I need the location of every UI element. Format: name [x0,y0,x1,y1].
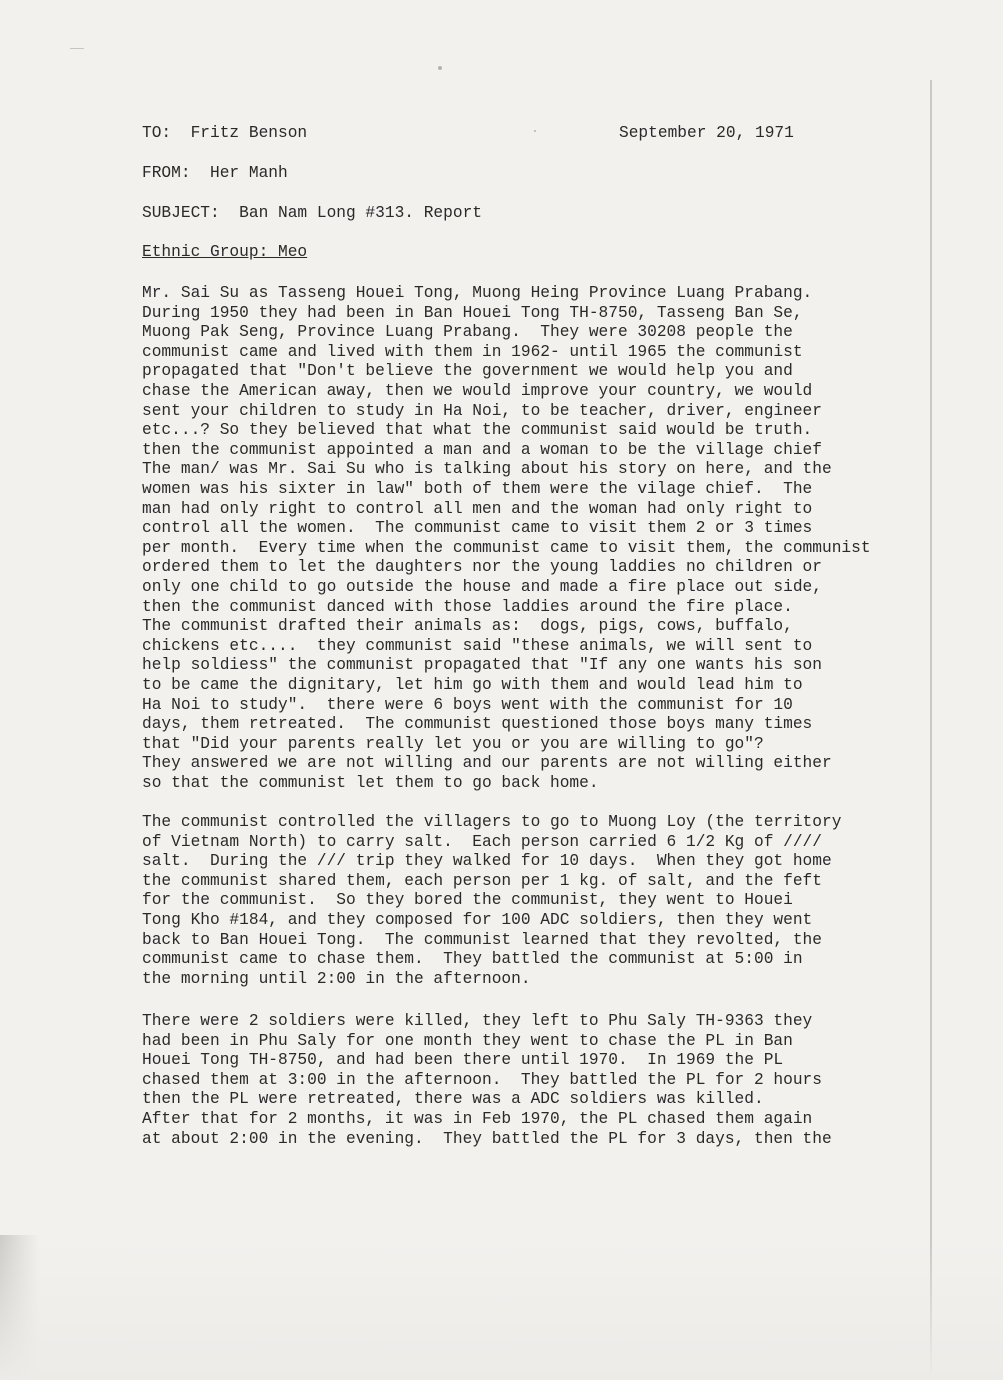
scan-speck [438,66,442,70]
memo-subject: SUBJECT: Ban Nam Long #313. Report [142,204,482,222]
scan-fade [0,1240,1003,1380]
text-line: ordered them to let the daughters nor the young laddies no children or [142,558,822,577]
text-line: of Vietnam North) to carry salt. Each person carried 6 1/2 Kg of //// [142,832,822,851]
text-line: at about 2:00 in the evening. They battled the PL for 3 days, then the [142,1129,832,1148]
text-line: help soldiess" the communist propagated that "If any one wants his son [142,656,822,675]
text-line: only one child to go outside the house and made a fire place out side, [142,578,822,596]
text-line: communist came and lived with them in 1962- until 1965 the communist [142,342,803,361]
text-line: back to Ban Houei Tong. The communist learned that they revolted, the [142,930,822,949]
text-line: propagated that "Don't believe the government we would help you and [142,362,793,381]
text-line: to be came the dignitary, let him go with them and would lead him to [142,676,803,694]
text-line: salt. During the /// trip they walked for 10 days. When they got home [142,852,832,871]
ethnic-group-heading: Ethnic Group: Meo [142,243,308,261]
text-line: then the communist appointed a man and a woman to be the village chief [142,440,822,459]
text-line: During 1950 they had been in Ban Houei Tong TH-8750, Tasseng Ban Se, [142,303,803,322]
text-line: communist came to chase them. They battled the communist at 5:00 in [142,950,803,969]
text-line: Muong Pak Seng, Province Luang Prabang. They were 30208 people the [142,323,793,342]
text-line: They answered we are not willing and our parents are not willing either [142,754,832,773]
text-line: chase the American away, then we would improve your country, we would [142,382,813,400]
text-line: Mr. Sai Su as Tasseng Houei Tong, Muong Heing Province Luang Prabang. [142,284,813,302]
text-line: chickens etc.... they communist said "these animals, we will sent to [142,636,813,655]
text-line: the communist shared them, each person per 1 kg. of salt, and the feft [142,871,822,890]
text-line: Houei Tong TH-8750, and had been there until 1970. In 1969 the PL [142,1051,784,1070]
text-line: then the PL were retreated, there was a ADC soldiers was killed. [142,1090,764,1109]
text-line: then the communist danced with those laddies around the fire place. [142,597,793,616]
text-line: chased them at 3:00 in the afternoon. They battled the PL for 2 hours [142,1070,822,1089]
scan-speck [534,130,536,132]
text-line: Tong Kho #184, and they composed for 100 ADC soldiers, then they went [142,911,813,929]
text-line: the morning until 2:00 in the afternoon. [142,969,531,988]
text-line: that "Did your parents really let you or you are willing to go"? [142,734,764,753]
text-line: man had only right to control all men and the woman had only right to [142,499,813,518]
text-line: There were 2 soldiers were killed, they left to Phu Saly TH-9363 they [142,1012,813,1030]
text-line: women was his sixter in law" both of them were the vilage chief. The [142,480,813,498]
scan-speck [70,48,84,49]
memo-from: FROM: Her Manh [142,164,288,182]
text-line: sent your children to study in Ha Noi, to be teacher, driver, engineer [142,401,822,420]
text-line: The communist controlled the villagers to go to Muong Loy (the territory [142,813,842,831]
memo-date: September 20, 1971 [619,124,794,142]
text-line: control all the women. The communist came to visit them 2 or 3 times [142,519,813,538]
text-line: The man/ was Mr. Sai Su who is talking about his story on here, and the [142,460,832,479]
page-edge [930,80,932,1380]
text-line: days, them retreated. The communist questioned those boys many times [142,715,813,734]
text-line: had been in Phu Saly for one month they went to chase the PL in Ban [142,1031,793,1050]
text-line: so that the communist let them to go back home. [142,774,599,792]
text-line: per month. Every time when the communist came to visit them, the communist [142,538,871,557]
text-line: for the communist. So they bored the communist, they went to Houei [142,891,793,910]
text-line: etc...? So they believed that what the communist said would be truth. [142,421,813,440]
text-line: Ha Noi to study". there were 6 boys went with the communist for 10 [142,695,793,714]
text-line: The communist drafted their animals as: dogs, pigs, cows, buffalo, [142,617,793,636]
text-line: After that for 2 months, it was in Feb 1970, the PL chased them again [142,1110,813,1128]
memo-to: TO: Fritz Benson [142,124,308,142]
